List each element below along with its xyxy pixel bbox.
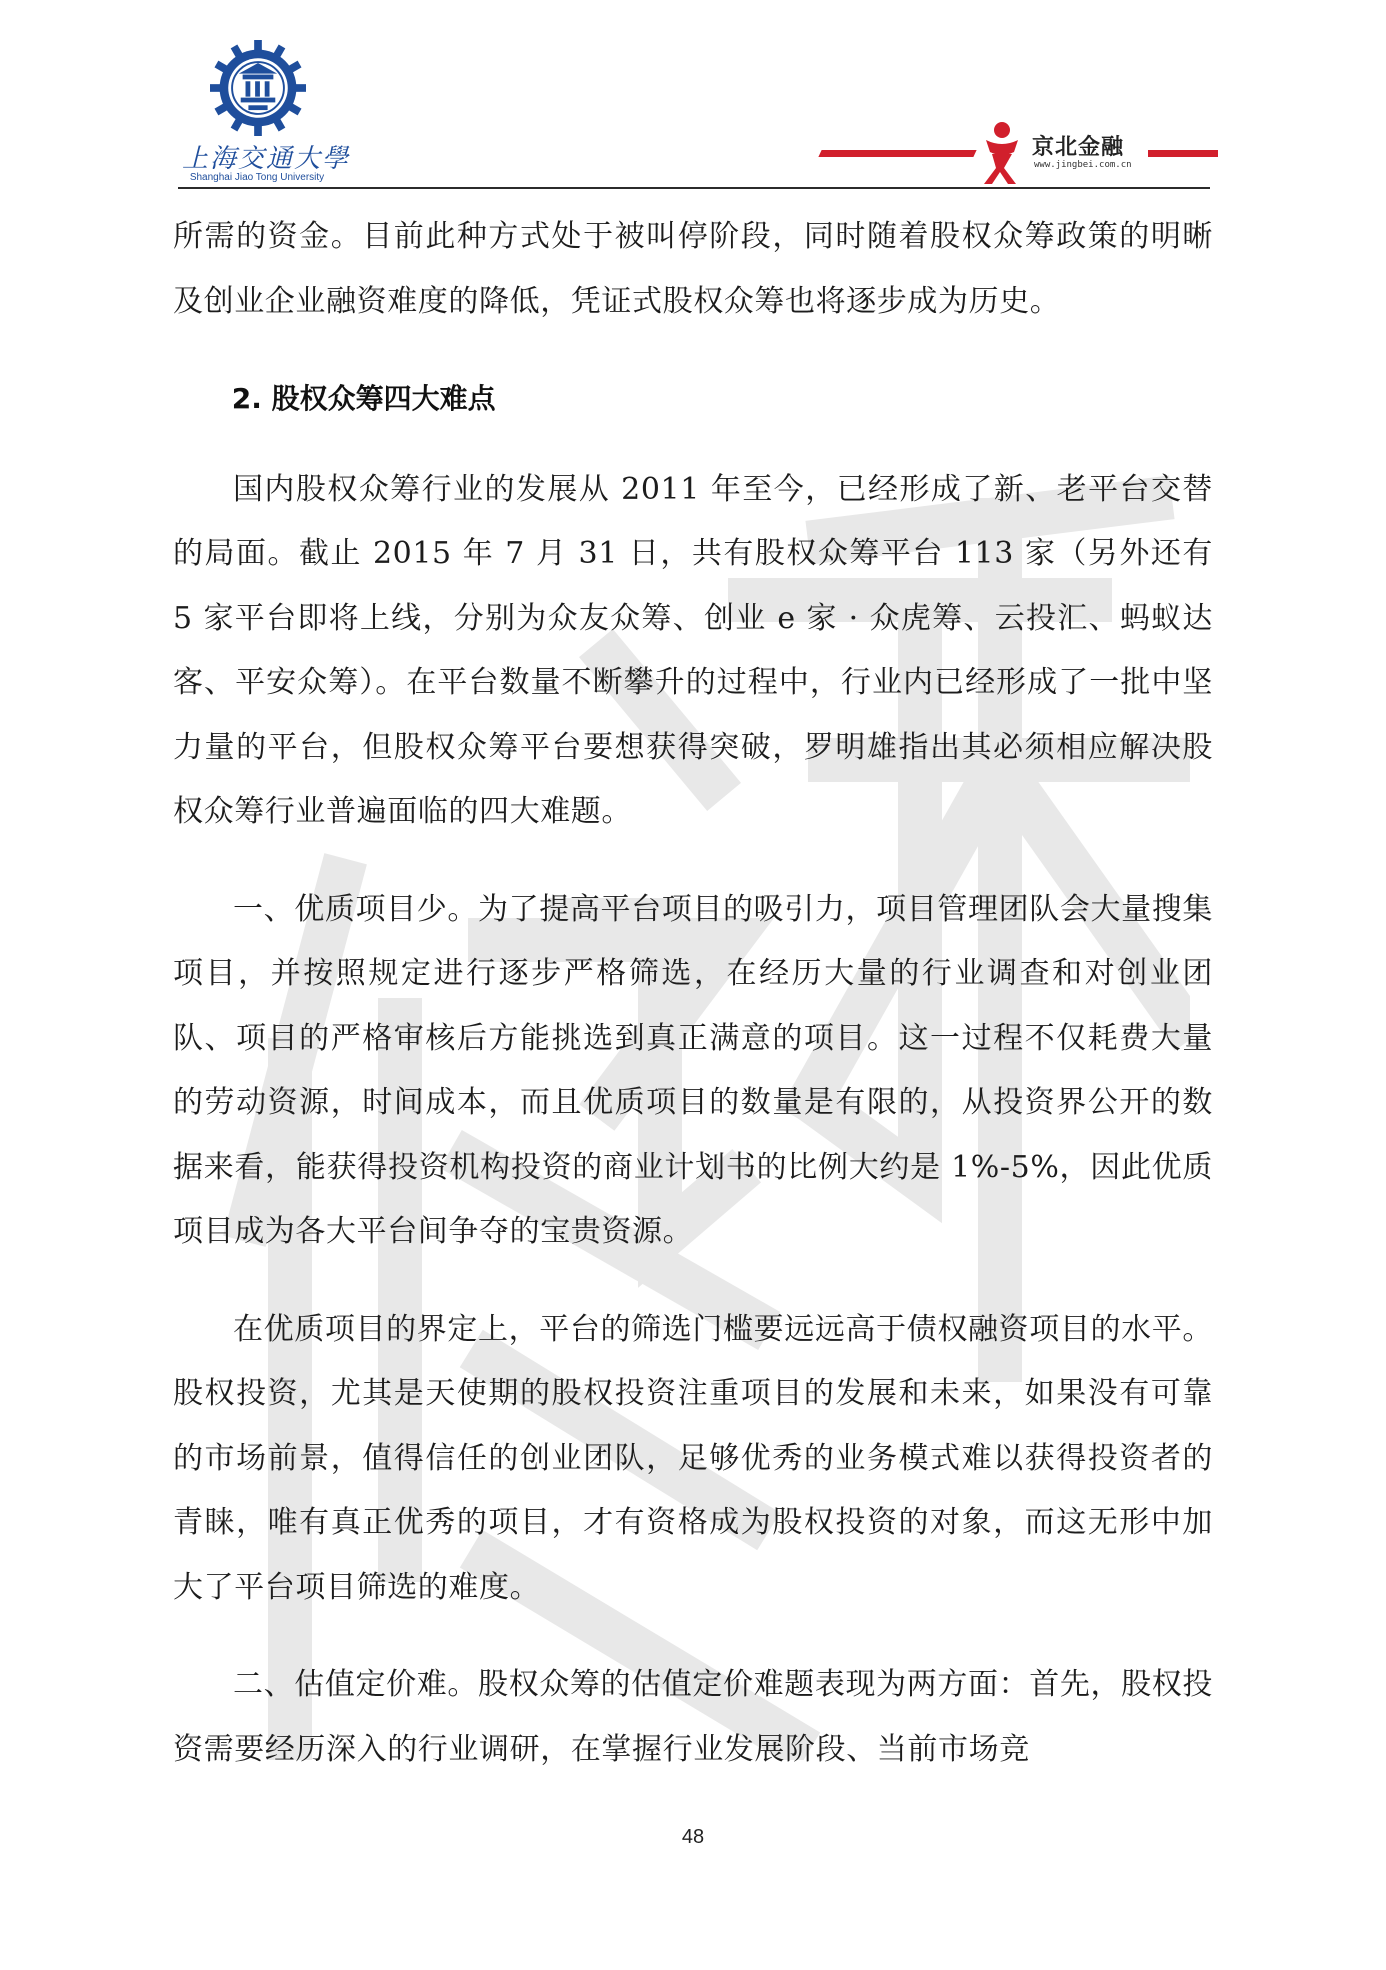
jingbei-name: 京北金融: [1032, 135, 1125, 160]
jingbei-mark-icon: [978, 118, 1026, 188]
spacer: [173, 845, 1213, 878]
spacer: [173, 1265, 1213, 1298]
jingbei-logo: [978, 118, 1148, 188]
header-divider: [178, 187, 1210, 189]
paragraph-project-definition: 在优质项目的界定上，平台的筛选门槛要远远高于债权融资项目的水平。股权投资，尤其是天使期的股权投资注重项目的发展和未来，如果没有可靠的市场前景，值得信任的创业团队，足够优秀的业务模式难以获得投资者的青睐，唯有真正优秀的项目，才有资格成为股权投资的对象，而这无形中加大了平台项目筛选的难度。: [173, 1311, 1213, 1605]
paragraph-quality-projects: 一、优质项目少。为了提高平台项目的吸引力，项目管理团队会大量搜集项目，并按照规定进行逐步严格筛选，在经历大量的行业调查和对创业团队、项目的严格审核后方能挑选到真正满意的项目。这一过程不仅耗费大量的劳动资源，时间成本，而且优质项目的数量是有限的，从投资界公开的数据来看，能获得投资机构投资的商业计划书的比例大约是 1%-5%，因此优质项目成为各大平台间争夺的宝贵资源。: [173, 891, 1213, 1249]
paragraph-platform-overview: 国内股权众筹行业的发展从 2011 年至今，已经形成了新、老平台交替的局面。截止 2015 年 7 月 31 日，共有股权众筹平台 113 家（另外还有 5 家平台即将上线，分别为众友众筹、创业 e 家 · 众虎筹、云投汇、蚂蚁达客、平安众筹）。在平台数量不断攀升的过程中，行业内已经形成了一批中坚力量的平台，但股权众筹平台要想获得突破，罗明雄指出其必须相应解决股权众筹行业普遍面临的四大难题。: [173, 471, 1213, 829]
spacer: [173, 1620, 1213, 1653]
header-accent-bar-left: [818, 150, 976, 157]
header-accent-bar-right: [1148, 150, 1218, 157]
sjtu-logo: [182, 40, 351, 188]
document-body: [173, 205, 1213, 1782]
sjtu-emblem-icon: [210, 40, 306, 136]
jingbei-url: www.jingbei.com.cn: [1034, 160, 1132, 170]
university-name-en: Shanghai Jiao Tong University: [189, 172, 325, 183]
spacer: [173, 334, 1213, 367]
page-number: 48: [681, 1826, 705, 1848]
paragraph-continuation: 所需的资金。目前此种方式处于被叫停阶段，同时随着股权众筹政策的明晰及创业企业融资难度的降低，凭证式股权众筹也将逐步成为历史。: [173, 219, 1213, 319]
page-header: [0, 0, 1386, 200]
spacer: [173, 432, 1213, 458]
university-name-cn: 上海交通大學: [182, 144, 351, 174]
paragraph-valuation: 二、估值定价难。股权众筹的估值定价难题表现为两方面：首先，股权投资需要经历深入的行业调研，在掌握行业发展阶段、当前市场竞: [173, 1667, 1213, 1767]
section-heading: 2. 股权众筹四大难点: [231, 382, 496, 415]
